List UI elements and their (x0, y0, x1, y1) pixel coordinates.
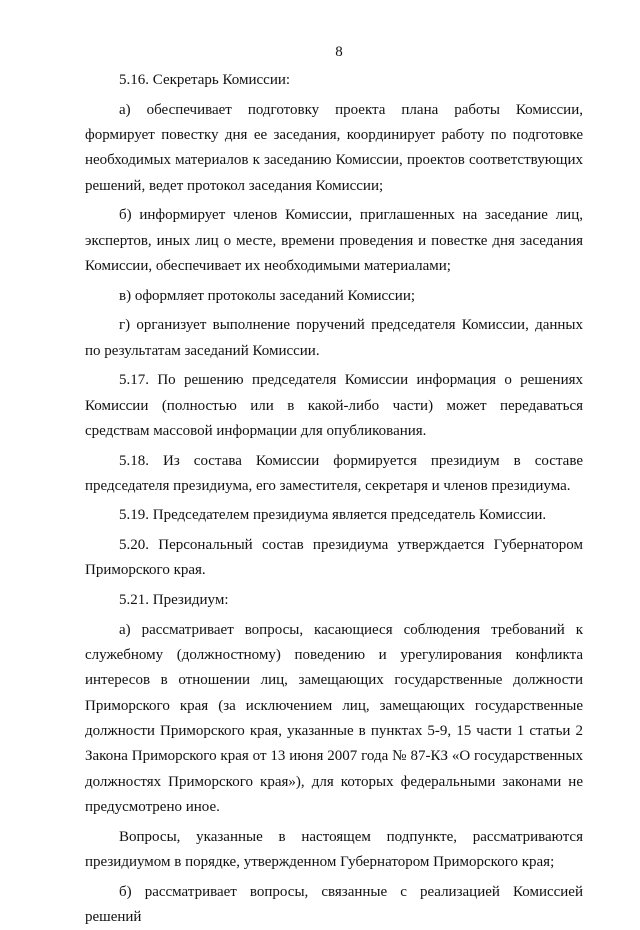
paragraph-5-17: 5.17. По решению председателя Комиссии информация о решениях Комиссии (полностью или в какой-либо части) может передаваться средствам массовой информации для опубликования. (85, 372, 583, 439)
paragraph-5-19: 5.19. Председателем президиума является председатель Комиссии. (119, 507, 547, 524)
paragraph-5-16: 5.16. Секретарь Комиссии: (119, 72, 291, 88)
paragraph-5-16-a: а) обеспечивает подготовку проекта плана работы Комиссии, формирует повестку дня ее заседания, координирует работу по подготовке необходимых материалов к заседанию Комиссии, проектов соответствующих решений, ведет протокол заседания Комиссии; (85, 101, 583, 194)
paragraph-5-16-g: г) организует выполнение поручений председателя Комиссии, данных по результатам заседаний Комиссии. (85, 317, 583, 359)
paragraph-5-21-b: б) рассматривает вопросы, связанные с реализацией Комиссией решений (85, 883, 583, 925)
paragraph-5-21: 5.21. Президиум: (119, 592, 229, 609)
paragraph-5-21-a-continued: Вопросы, указанные в настоящем подпункте, рассматриваются президиумом в порядке, утвержденном Губернатором Приморского края; (85, 828, 583, 870)
paragraph-5-16-b: б) информирует членов Комиссии, приглашенных на заседание лиц, экспертов, иных лиц о месте, времени проведения и повестке дня заседания Комиссии, обеспечивает их необходимыми материалами; (85, 207, 583, 274)
paragraph-5-18: 5.18. Из состава Комиссии формируется президиум в составе председателя президиума, его заместителя, секретаря и членов президиума. (85, 452, 583, 494)
paragraph-5-21-a: а) рассматривает вопросы, касающиеся соблюдения требований к служебному (должностному) поведению и урегулирования конфликта интересов в отношении лиц, замещающих государственные должности Приморского края (за исключением лиц, замещающих государственные должности Приморского края, указанные в пунктах 5-9, 15 части 1 статьи 2 Закона Приморского края от 13 июня 2007 года № 87-КЗ «О государственных должностях Приморского края»), для которых федеральными законами не предусмотрено иное. (85, 621, 583, 815)
paragraph-5-20: 5.20. Персональный состав президиума утверждается Губернатором Приморского края. (85, 537, 583, 579)
paragraph-5-16-v: в) оформляет протоколы заседаний Комиссии; (119, 287, 416, 304)
page-number: 8 (335, 44, 343, 60)
